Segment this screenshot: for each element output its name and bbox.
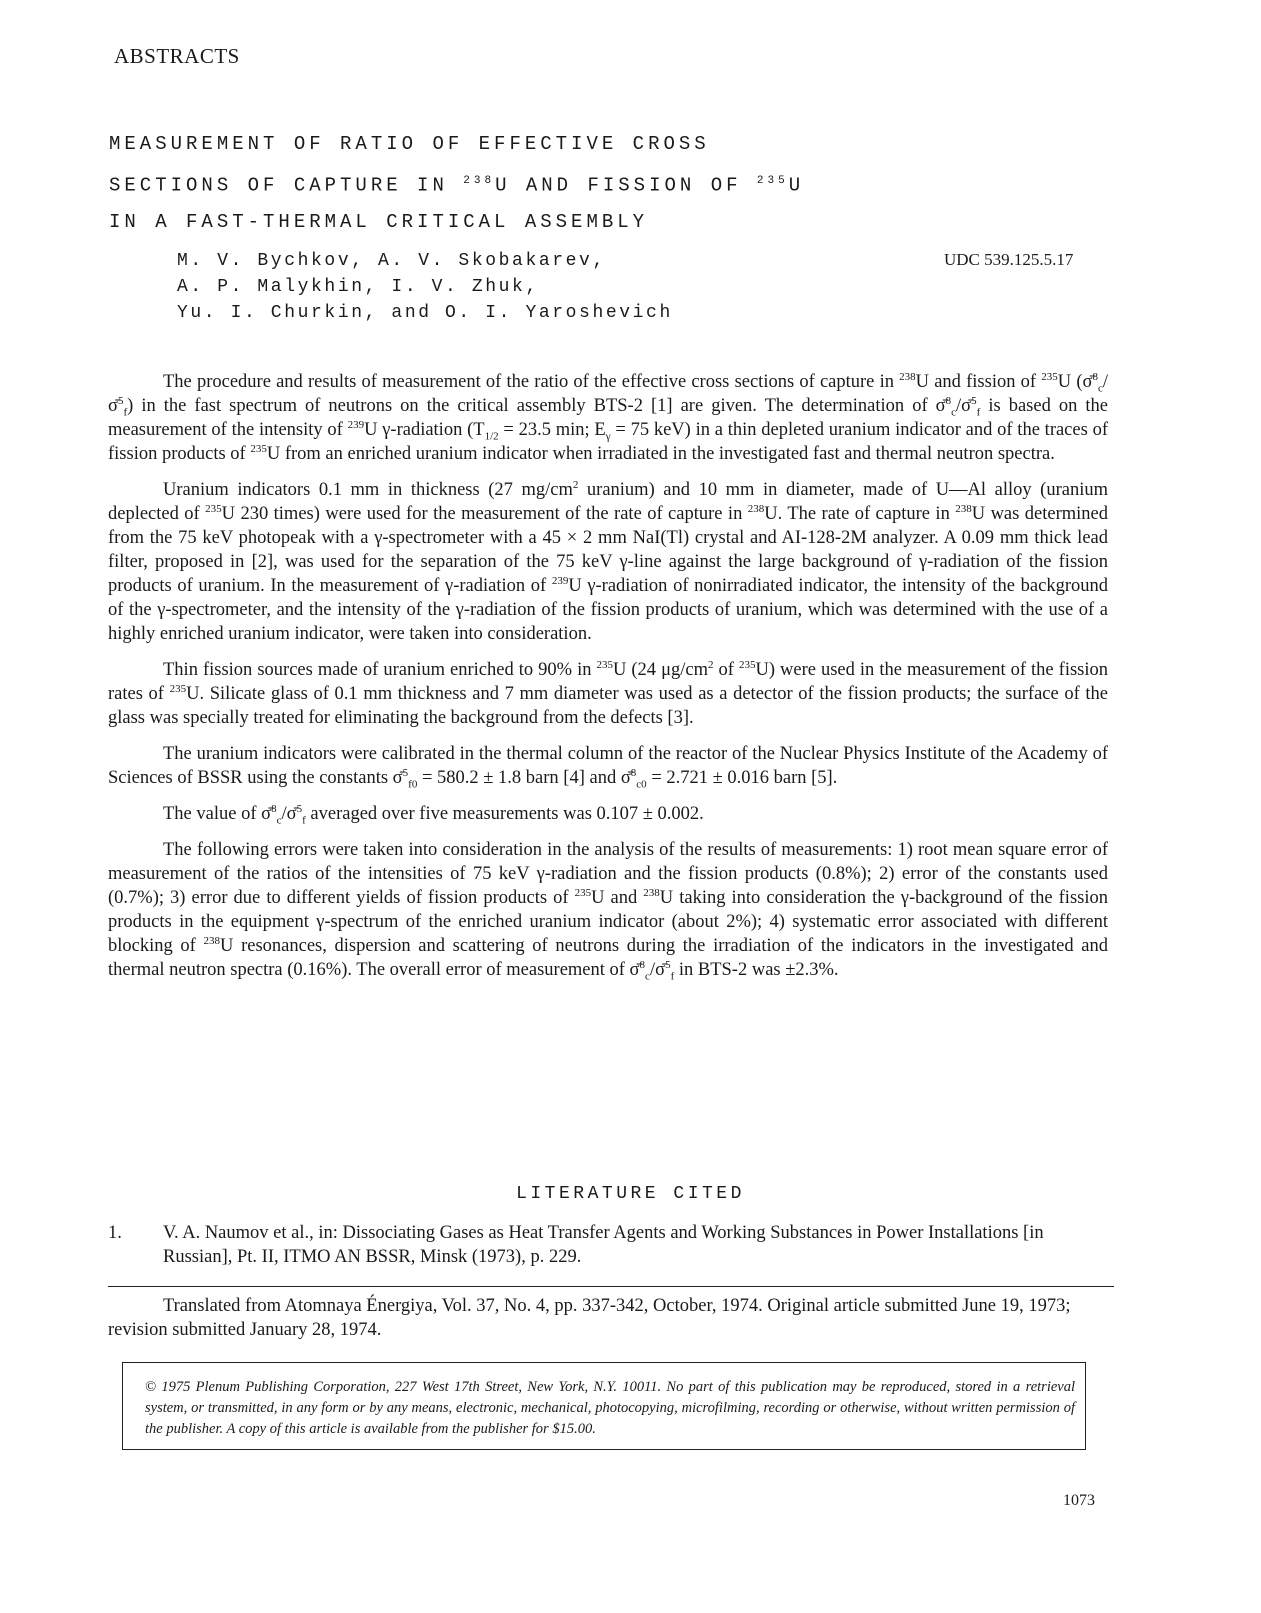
footer-divider [108, 1286, 1114, 1287]
title-line-1: MEASUREMENT OF RATIO OF EFFECTIVE CROSS [109, 133, 710, 155]
title-line-3: IN A FAST-THERMAL CRITICAL ASSEMBLY [109, 211, 649, 234]
translation-note: Translated from Atomnaya Énergiya, Vol. 37, No. 4, pp. 337-342, October, 1974. Original article submitted June 19, 1973; revision submitted January 28, 1974. [108, 1296, 1071, 1340]
paragraph-2: Uranium indicators 0.1 mm in thickness (27 $mg/cm^2$ uranium) and 10 mm in diameter, made of U—Al alloy (uranium deplected of $^{235}$U 230 times) were used for the measurement of the rate of capture in $^{238}$U. The rate of capture in $^{238}$U was determined from the 75 keV photopeak with a γ-spectrometer with a 45 × 2 mm NaI(Tl) crystal and AI-128-2M analyzer. A 0.09 mm thick lead filter, proposed in [2], was used for the separation of the 75 keV γ-line against the large background of γ-radiation of the fission products of uranium. In the measurement of γ-radiation of $^{239}$U γ-radiation of nonirradiated indicator, the intensity of the background of the γ-spectrometer, and the intensity of the γ-radiation of the fission products of uranium, which was determined with the use of a highly enriched uranium indicator, were taken into consideration. [108, 478, 1108, 644]
paragraph-4: The uranium indicators were calibrated in the thermal column of the reactor of the Nuclear Physics Institute of the Academy of Sciences of BSSR using the constants σ̄$^5_{f0}$ = 580.2 ± 1.8 barn [4] and σ̄$^8_{c0}$ = 2.721 ± 0.016 barn [5]. [108, 744, 1108, 791]
section-label: ABSTRACTS [114, 44, 240, 68]
authors-block [177, 248, 673, 326]
copyright-text: © 1975 Plenum Publishing Corporation, 227 West 17th Street, New York, N.Y. 10011. No part of this publication may be reproduced, stored in a retrieval system, or transmitted, in any form or by any means, electronic, mechanical, photocopying, microfilming, recording or otherwise, without written permission of the publisher. A copy of this article is available from the publisher for $15.00. [145, 1379, 1075, 1437]
literature-heading: LITERATURE CITED [516, 1184, 745, 1204]
reference-list [108, 1221, 1108, 1269]
reference-number: 1. [108, 1223, 122, 1243]
authors-line-1: M. V. Bychkov, A. V. Skobakarev, [177, 251, 606, 271]
title-line-2: SECTIONS OF CAPTURE IN $^{238}$U AND FISSION OF $^{235}$U [109, 174, 805, 197]
reference-item [108, 1221, 1108, 1269]
article-title [109, 126, 869, 241]
page-number: 1073 [1063, 1492, 1095, 1509]
paragraph-6: The following errors were taken into consideration in the analysis of the results of measurements: 1) root mean square error of measurement of the ratios of the intensities of 75 keV γ-radiation and the fission products (0.8%); 2) error of the constants used (0.7%); 3) error due to different yields of fission products of $^{235}$U and $^{238}$U taking into consideration the γ-background of the fission products in the equipment γ-spectrum of the enriched uranium indicator (about 2%); 4) systematic error associated with different blocking of $^{238}$U resonances, dispersion and scattering of neutrons during the irradiation of the indicators in the investigated and thermal neutron spectra (0.16%). The overall error of measurement of σ̄$^8_c$/σ̄$^5_f$ in BTS-2 was ±2.3%. [108, 840, 1108, 983]
authors-line-2: A. P. Malykhin, I. V. Zhuk, [177, 277, 539, 297]
abstract-body [108, 370, 1108, 994]
authors-line-3: Yu. I. Churkin, and O. I. Yaroshevich [177, 303, 673, 323]
udc-code: UDC 539.125.5.17 [944, 250, 1074, 269]
reference-text: V. A. Naumov et al., in: Dissociating Gases as Heat Transfer Agents and Working Substances in Power Installations [in Russian], Pt. II, ITMO AN BSSR, Minsk (1973), p. 229. [163, 1223, 1044, 1267]
paragraph-5: The value of σ̄$^8_c$/σ̄$^5_f$ averaged over five measurements was 0.107 ± 0.002. [163, 802, 704, 827]
copyright-box [122, 1362, 1086, 1450]
paragraph-3: Thin fission sources made of uranium enriched to 90% in $^{235}$U (24 $\mu g/cm^2$ of $^{235}$U) were used in the measurement of the fission rates of $^{235}$U. Silicate glass of 0.1 mm thickness and 7 mm diameter was used as a detector of the fission products; the surface of the glass was specially treated for eliminating the background from the defects [3]. [108, 658, 1109, 728]
paragraph-1: The procedure and results of measurement of the ratio of the effective cross sections of capture in $^{238}$U and fission of $^{235}$U (σ̄$^8_c$/σ̄$^5_f$) in the fast spectrum of neutrons on the critical assembly BTS-2 [1] are given. The determination of σ̄$^8_c$/σ̄$^5_f$ is based on the measurement of the intensity of $^{239}$U γ-radiation ($T_{1/2} = 23.5$ min; $E_\gamma = 75$ keV) in a thin depleted uranium indicator and of the traces of fission products of $^{235}$U from an enriched uranium indicator when irradiated in the investigated fast and thermal neutron spectra. [108, 370, 1108, 464]
